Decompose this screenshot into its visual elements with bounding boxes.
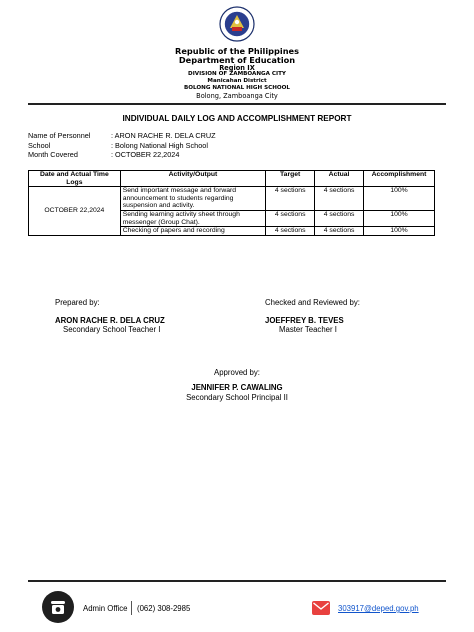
header-district: Manicahan District [207,78,267,84]
accomplishment-cell: 100% [364,187,435,211]
header-divider [28,103,446,105]
activity-cell: Checking of papers and recording [120,227,266,236]
target-cell: 4 sections [266,227,315,236]
header-address: Bolong, Zamboanga City [196,91,278,100]
checked-by-position: Master Teacher I [279,324,337,334]
info-value: : OCTOBER 22,2024 [111,150,180,160]
checked-by-name: JOEFFREY B. TEVES [265,316,344,325]
column-header: Target [266,171,315,187]
target-cell: 4 sections [266,210,315,226]
date-cell: OCTOBER 22,2024 [29,187,121,236]
info-value: : ARON RACHE R. DELA CRUZ [111,131,216,140]
column-header: Date and Actual Time Logs [29,171,121,187]
header-region: Region IX [219,63,255,72]
table-header-row [29,171,435,187]
actual-cell: 4 sections [315,187,364,211]
table-row [29,187,435,211]
info-row-name [28,131,216,141]
approved-by-label: Approved by: [214,368,260,377]
actual-cell: 4 sections [315,210,364,226]
info-row-school [28,141,216,151]
footer-divider [28,580,446,582]
prepared-by-name: ARON RACHE R. DELA CRUZ [55,316,165,325]
personnel-info [28,131,216,160]
approved-by-name: JENNIFER P. CAWALING [191,383,283,392]
header-republic: Republic of the Philippines [175,46,299,56]
target-cell: 4 sections [266,187,315,211]
admin-office-label: Admin Office [83,604,128,613]
info-label: School [28,140,51,150]
actual-cell: 4 sections [315,227,364,236]
checked-by-label: Checked and Reviewed by: [265,298,360,307]
deped-seal-logo [219,6,255,42]
envelope-icon [312,601,330,615]
column-header: Activity/Output [120,171,266,187]
info-value: : Bolong National High School [111,140,208,150]
daily-log-table [28,170,435,236]
activity-cell: Sending learning activity sheet through messenger (Group Chat). [120,210,266,226]
report-title: INDIVIDUAL DAILY LOG AND ACCOMPLISHMENT REPORT [122,114,352,123]
accomplishment-cell: 100% [364,227,435,236]
info-label: Month Covered [28,150,78,160]
header-school: BOLONG NATIONAL HIGH SCHOOL [184,85,290,91]
info-label: Name of Personnel [28,131,91,140]
info-row-month [28,150,216,160]
header-division: DIVISION OF ZAMBOANGA CITY [188,71,286,77]
accomplishment-cell: 100% [364,210,435,226]
prepared-by-label: Prepared by: [55,298,100,307]
column-header: Actual [315,171,364,187]
footer-separator [131,601,132,615]
email-link[interactable]: 303917@deped.gov.ph [338,604,419,613]
telephone-icon [42,591,74,623]
column-header: Accomplishment [364,171,435,187]
approved-by-position: Secondary School Principal II [186,393,288,402]
prepared-by-position: Secondary School Teacher I [63,324,161,334]
header-department: Department of Education [178,55,296,65]
office-phone-number: (062) 308-2985 [137,604,191,613]
activity-cell: Send important message and forward announcement to students regarding suspension and activity. [120,187,266,211]
